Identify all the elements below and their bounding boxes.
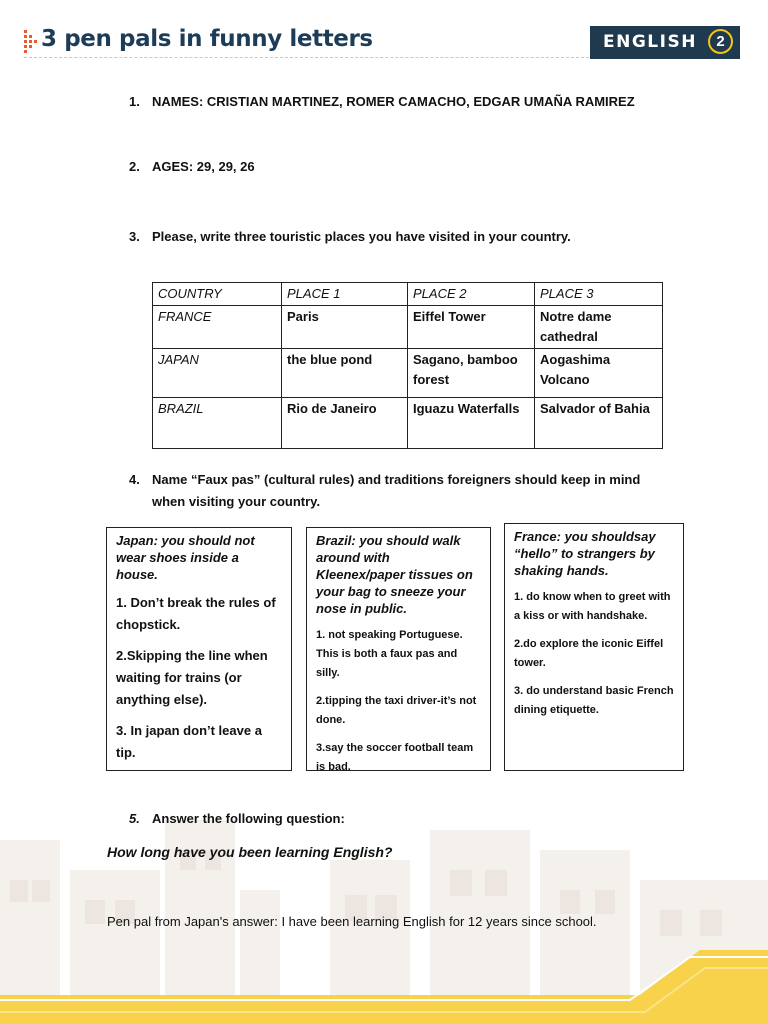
table-cell: Rio de Janeiro: [282, 398, 408, 449]
faux-pas-item: 2.Skipping the line when waiting for trains (or anything else).: [116, 648, 268, 707]
faux-pas-item: 1. not speaking Portuguese. This is both a faux pas and silly.: [316, 629, 463, 679]
faux-pas-item: 1. Don’t break the rules of chopstick.: [116, 595, 276, 632]
table-cell: Sagano, bamboo forest: [408, 349, 535, 398]
question-number: 5.: [129, 811, 140, 826]
course-badge: [590, 26, 740, 59]
faux-pas-box-france: [504, 523, 684, 771]
table-cell-country: FRANCE: [153, 306, 282, 349]
header-divider: [24, 57, 589, 58]
question-2: [129, 156, 255, 178]
badge-level: 2: [708, 29, 733, 54]
table-header-cell: PLACE 1: [282, 283, 408, 306]
faux-pas-heading: France: you shouldsay “hello” to strangers by shaking hands.: [514, 529, 656, 578]
table-header-cell: COUNTRY: [153, 283, 282, 306]
table-header-cell: PLACE 3: [535, 283, 663, 306]
faux-pas-item: 3.say the soccer football team is bad.: [316, 742, 474, 773]
question-4: [129, 469, 640, 513]
table-cell: Aogashima Volcano: [535, 349, 663, 398]
learning-question: How long have you been learning English?: [107, 844, 393, 860]
question-text: NAMES: CRISTIAN MARTINEZ, ROMER CAMACHO, EDGAR UMAÑA RAMIREZ: [152, 94, 635, 109]
question-number: 3.: [129, 229, 140, 244]
faux-pas-heading: Brazil: you should walk around with Kleenex/paper tissues on your bag to sneeze your nose in public.: [316, 533, 473, 616]
question-number: 1.: [129, 94, 140, 109]
table-cell: Salvador of Bahia: [535, 398, 663, 449]
question-1: [129, 91, 635, 113]
table-cell: Eiffel Tower: [408, 306, 535, 349]
question-3: [129, 226, 571, 248]
question-text: Please, write three touristic places you have visited in your country.: [152, 229, 571, 244]
question-text: Answer the following question:: [152, 811, 345, 826]
page-title: 3 pen pals in funny letters: [41, 26, 373, 52]
faux-pas-box-brazil: [306, 527, 491, 771]
faux-pas-item: 1. do know when to greet with a kiss or with handshake.: [514, 591, 671, 622]
question-text: AGES: 29, 29, 26: [152, 159, 255, 174]
logo-icon: [24, 30, 40, 54]
faux-pas-item: 2.do explore the iconic Eiffel tower.: [514, 638, 664, 669]
table-row: [153, 349, 663, 398]
background-town-illustration: [0, 800, 768, 1024]
faux-pas-item: 3. do understand basic French dining etiquette.: [514, 685, 674, 716]
question-text: Name “Faux pas” (cultural rules) and traditions foreigners should keep in mind: [152, 472, 641, 487]
table-cell: Iguazu Waterfalls: [408, 398, 535, 449]
table-header-cell: PLACE 2: [408, 283, 535, 306]
table-row: [153, 398, 663, 449]
table-cell-country: BRAZIL: [153, 398, 282, 449]
question-text-continued: when visiting your country.: [152, 494, 321, 509]
question-number: 2.: [129, 159, 140, 174]
learning-answer: Pen pal from Japan's answer: I have been learning English for 12 years since school.: [107, 914, 597, 929]
page-header: [0, 0, 768, 70]
faux-pas-item: 3. In japan don’t leave a tip.: [116, 723, 262, 760]
places-table: [152, 282, 663, 449]
table-cell: Paris: [282, 306, 408, 349]
question-number: 4.: [129, 472, 140, 487]
table-row: [153, 306, 663, 349]
faux-pas-box-japan: [106, 527, 292, 771]
faux-pas-heading: Japan: you should not wear shoes inside a house.: [116, 533, 255, 582]
table-cell: Notre dame cathedral: [535, 306, 663, 349]
table-cell-country: JAPAN: [153, 349, 282, 398]
table-cell: the blue pond: [282, 349, 408, 398]
question-5: [129, 808, 345, 830]
faux-pas-item: 2.tipping the taxi driver-it’s not done.: [316, 695, 477, 726]
table-header-row: [153, 283, 663, 306]
badge-label: ENGLISH: [603, 32, 697, 52]
